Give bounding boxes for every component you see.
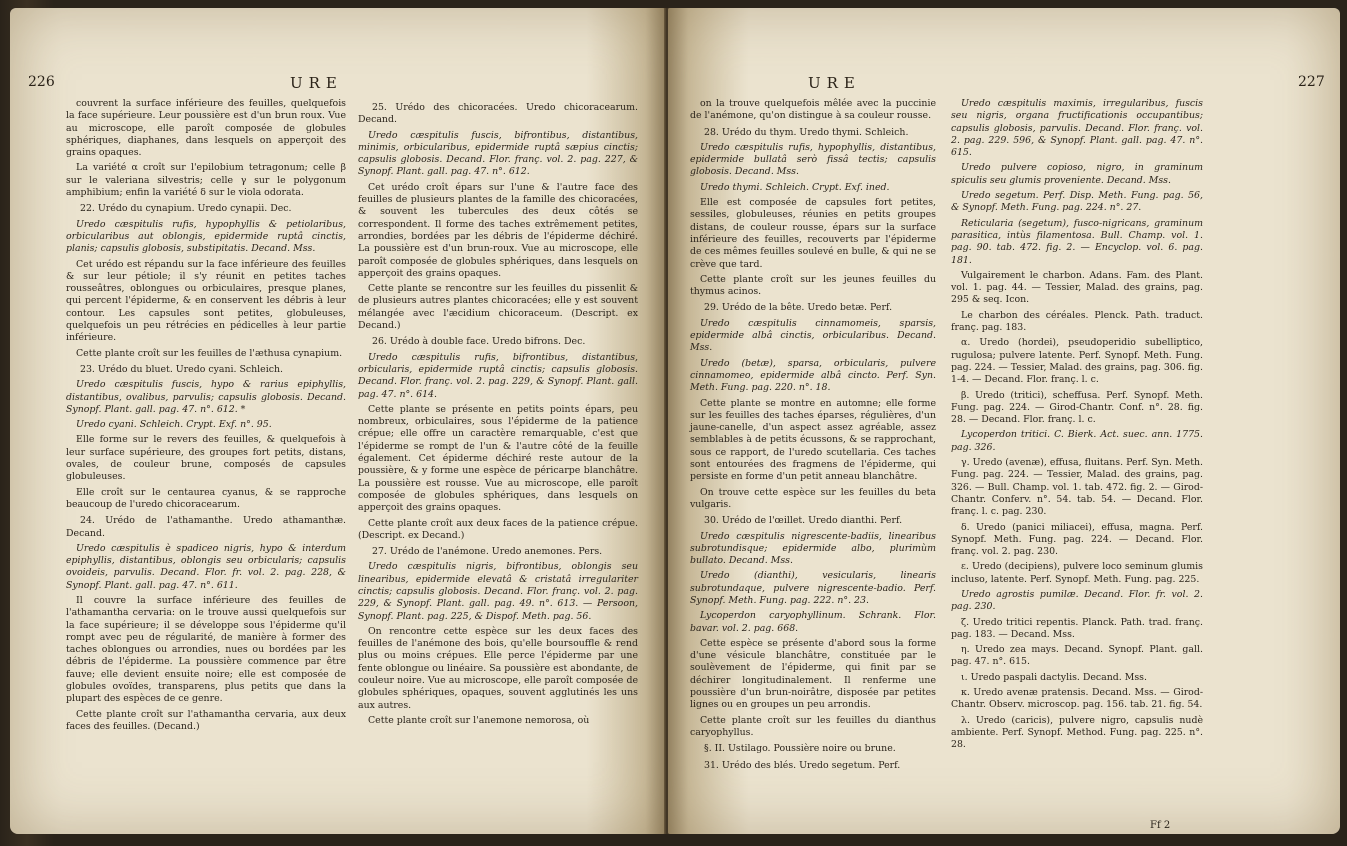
paragraph: Uredo cæspitulis rufis, bifrontibus, distantibus, orbicularis, epidermide ruptâ cinctis; capsulis globosis. Decand. Flor. franç. vol. 2. pag. 229, & Synopf. Plant. gall. pag. 47. n°. 614. xyxy=(358,351,638,400)
paragraph: λ. Uredo (caricis), pulvere nigro, capsulis nudè ambiente. Perf. Synopf. Method. Fung. pag. 225. n°. 28. xyxy=(951,714,1203,751)
paragraph: Elle croît sur le centaurea cyanus, & se rapproche beaucoup de l'uredo chicoracearum. xyxy=(66,486,346,510)
paragraph: Uredo (betæ), sparsa, orbicularis, pulvere cinnamomeo, epidermide albâ cincto. Perf. Syn. Meth. Fung. pag. 220. n°. 18. xyxy=(690,357,936,394)
paragraph: Uredo cæspitulis fuscis, hypo & rarius epiphyllis, distantibus, ovalibus, parvulis; capsulis globosis. Decand. Synopf. Plant. gall. pag. 47. n°. 612. * xyxy=(66,379,346,415)
paragraph: γ. Uredo (avenæ), effusa, fluitans. Perf. Syn. Meth. Fung. pag. 224. — Tessier, Malad. des grains, pag. 326. — Bull. Champ. vol. 1. tab. 472. fig. 2. — Girod-Chantr. Conferv. n°. 54. tab. 54. — Decand. Flor. franç. l. c. pag. 230. xyxy=(951,457,1203,518)
paragraph: Uredo cæspitulis nigris, bifrontibus, oblongis seu linearibus, epidermide elevatâ & cristatâ irregulariter cinctis; capsulis globosis. Decand. Flor. franç. vol. 2. pag. 229, & Synopf. Plant. gall. pag. 49. n°. 613. — Persoon, Synopf. Plant. pag. 225, & Dispof. Meth. pag. 56. xyxy=(358,561,638,622)
paragraph: 27. Urédo de l'anémone. Uredo anemones. Pers. xyxy=(372,546,603,558)
paragraph: Uredo (dianthi), vesicularis, linearis subrotundaque, pulvere nigrescente-badio. Perf. Synopf. Meth. Fung. pag. 222. n°. 23. xyxy=(690,570,936,606)
paragraph: 26. Urédo à double face. Uredo bifrons. Dec. xyxy=(372,336,586,348)
paragraph: Elle forme sur le revers des feuilles, & quelquefois à leur surface supérieure, des groupes fort petits, distans, ovales, de couleur brune, composés de capsules globuleuses. xyxy=(66,434,346,483)
right-page xyxy=(668,8,1340,834)
paragraph: 28. Urédo du thym. Uredo thymi. Schleich. xyxy=(704,126,909,138)
paragraph: Uredo thymi. Schleich. Crypt. Exf. ined. xyxy=(700,181,890,193)
paragraph: Uredo cæspitulis è spadiceo nigris, hypo & interdum epiphyllis, distantibus, oblongis seu orbicularis; capsulis ovoideis, parvulis. Decand. Flor. fr. vol. 2. pag. 228, & Synopf. Plant. gall. pag. 47. n°. 611. xyxy=(66,542,346,591)
paragraph: Cette plante croît sur les jeunes feuilles du thymus acinos. xyxy=(690,273,936,298)
paragraph: §. II. Ustilago. Poussière noire ou brune. xyxy=(704,743,896,755)
running-head: URE xyxy=(808,74,861,92)
paragraph: η. Uredo zea mays. Decand. Synopf. Plant. gall. pag. 47. n°. 615. xyxy=(951,644,1203,668)
paragraph: 31. Urédo des blés. Uredo segetum. Perf. xyxy=(704,759,901,771)
paragraph: Cette plante croît sur les feuilles de l'æthusa cynapium. xyxy=(76,347,343,359)
paragraph: α. Uredo (hordei), pseudoperidio subelliptico, rugulosa; pulvere latente. Perf. Synopf. Meth. Fung. pag. 224. — Tessier, Malad. des grains, pag. 306. fig. 1-4. — Decand. Flor. franç. l. c. xyxy=(951,337,1204,386)
paragraph: Cette plante croît sur l'anemone nemorosa, où xyxy=(368,714,590,726)
paragraph: Elle est composée de capsules fort petites, sessiles, globuleuses, réunies en petits groupes distans, de couleur rousse, épars sur la surface inférieure des feuilles, recouverts par l'épiderme de ces mêmes feuilles soulevé en bulle, & qui ne se crève que tard. xyxy=(690,197,936,270)
paragraph: β. Uredo (tritici), scheffusa. Perf. Synopf. Meth. Fung. pag. 224. — Girod-Chantr. Conf. n°. 28. fig. 28. — Decand. Flor. franç. l. c. xyxy=(951,389,1203,426)
paragraph: 29. Urédo de la bête. Uredo betæ. Perf. xyxy=(704,302,893,314)
paragraph: 30. Urédo de l'œillet. Uredo dianthi. Perf. xyxy=(704,515,903,527)
right-column-2 xyxy=(951,98,1203,755)
paragraph: Uredo cæspitulis rufis, hypophyllis, distantibus, epidermide bullatâ serò fissâ tectis; capsulis globosis. Decand. Mss. xyxy=(690,141,936,178)
running-head: URE xyxy=(290,74,343,92)
paragraph: Uredo segetum. Perf. Disp. Meth. Fung. pag. 56, & Synopf. Meth. Fung. pag. 224. n°. 27. xyxy=(951,190,1203,214)
paragraph: κ. Uredo avenæ pratensis. Decand. Mss. — Girod-Chantr. Observ. microscop. pag. 156. tab. 21. fig. 54. xyxy=(951,687,1203,711)
signature-mark: Ff 2 xyxy=(1150,820,1171,831)
paragraph: Vulgairement le charbon. Adans. Fam. des Plant. vol. 1. pag. 44. — Tessier, Malad. des grains, pag. 295 & seq. Icon. xyxy=(951,269,1203,306)
left-column-1 xyxy=(66,98,346,736)
paragraph: On rencontre cette espèce sur les deux faces des feuilles de l'anémone des bois, qu'elle boursouffle & rend plus ou moins crépues. Elle perce l'épiderme par une fente oblongue ou linéaire. Sa poussière est abondante, de couleur noire. Vue au microscope, elle paroît composée de globules sphériques, opaques, souvent agglutinés les uns aux autres. xyxy=(358,625,638,711)
paragraph: 24. Urédo de l'athamanthe. Uredo athamanthæ. Decand. xyxy=(66,515,346,539)
paragraph: ε. Uredo (decipiens), pulvere loco seminum glumis incluso, latente. Perf. Synopf. Meth. Fung. pag. 225. xyxy=(951,561,1203,585)
paragraph: δ. Uredo (panici miliacei), effusa, magna. Perf. Synopf. Meth. Fung. pag. 224. — Decand. Flor. franç. vol. 2. pag. 230. xyxy=(951,521,1203,558)
paragraph: Uredo cæspitulis cinnamomeis, sparsis, epidermide albâ cinctis, orbicularibus. Decand. Mss. xyxy=(690,317,936,354)
paragraph: Cette plante se présente en petits points épars, peu nombreux, orbiculaires, sous l'épiderme de la patience crépue; elle offre un caractère remarquable, c'est que l'épiderme se rompt de l'un & l'autre côté de la feuille également. Cet épiderme déchiré reste autour de la poussière, & y forme une espèce de péricarpe blanchâtre. La poussière est rousse. Vue au microscope, elle paroît composée de globules sphériques, dans lesquels on apperçoit des grains opaques. xyxy=(358,403,638,514)
paragraph: 25. Urédo des chicoracées. Uredo chicoracearum. Decand. xyxy=(358,102,638,126)
paragraph: Cette plante croît sur les feuilles du dianthus caryophyllus. xyxy=(690,714,936,738)
right-column-1 xyxy=(690,98,936,775)
paragraph: ζ. Uredo tritici repentis. Planck. Path. trad. franç. pag. 183. — Decand. Mss. xyxy=(951,616,1203,640)
paragraph: Reticularia (segetum), fusco-nigricans, graminum parasitica, intùs filamentosa. Bull. Champ. vol. 1. pag. 90. tab. 472. fig. 2. — Encyclop. vol. 6. pag. 181. xyxy=(951,217,1203,266)
paragraph: Cette plante se montre en automne; elle forme sur les feuilles des taches éparses, régulières, d'un jaune-canelle, d'un aspect assez agréable, assez semblables à de petits écussons, & se rapprochant, sous ce rapport, de l'uredo scutellaria. Ces taches sont entourées des fragmens de l'épiderme, qui persiste en forme d'un petit anneau blanchâtre. xyxy=(690,397,936,483)
paragraph: Uredo pulvere copioso, nigro, in graminum spiculis seu glumis proveniente. Decand. Mss. xyxy=(951,162,1203,186)
paragraph: Il couvre la surface inférieure des feuilles de l'athamantha cervaria: on le trouve aussi quelquefois sur la face supérieure; il se développe sous l'épiderme qu'il rompt avec peu de régularité, de manière à former des taches oblongues ou arrondies, nues ou bordées par les débris de l'épiderme. La poussière commence par être fauve; elle devient ensuite noire; elle est composée de globules ovoïdes, transparens, plus petits que dans la plupart des espèces de ce genre. xyxy=(66,594,346,705)
paragraph: Le charbon des céréales. Plenck. Path. traduct. franç. pag. 183. xyxy=(951,309,1203,334)
paragraph: Lycoperdon caryophyllinum. Schrank. Flor. bavar. vol. 2. pag. 668. xyxy=(690,610,936,634)
paragraph: Uredo cyani. Schleich. Crypt. Exf. n°. 95. xyxy=(76,419,272,431)
paragraph: Cet urédo est répandu sur la face inférieure des feuilles & sur leur pétiole; il s'y réunit en petites taches rousseâtres, oblongues ou orbiculaires, presque planes, qui percent l'épiderme, & en conservent les débris à leur contour. Les capsules sont petites, globuleuses, quelquefois un peu rétrécies en pédicelles à leur partie inférieure. xyxy=(66,258,346,344)
paragraph: 22. Urédo du cynapium. Uredo cynapii. Dec. xyxy=(80,203,292,215)
paragraph: Cette espèce se présente d'abord sous la forme d'une vésicule blanchâtre, constituée par le soulèvement de l'épiderme, qui finit par se déchirer longitudinalement. Il renferme une poussière d'un brun-noirâtre, disposée par petites lignes ou en groupes un peu arrondis. xyxy=(690,637,936,711)
paragraph: On trouve cette espèce sur les feuilles du beta vulgaris. xyxy=(690,486,936,510)
page-number: 227 xyxy=(1298,74,1325,90)
paragraph: Cette plante croît sur l'athamantha cervaria, aux deux faces des feuilles. (Decand.) xyxy=(66,708,346,732)
paragraph: Cet urédo croît épars sur l'une & l'autre face des feuilles de plusieurs plantes de la famille des chicoracées, & souvent les tubercules des deux côtés se correspondent. Il forme des taches extrêmement petites, arrondies, bordées par les débris de l'épiderme déchiré. La poussière est d'un brun-roux. Vue au microscope, elle paroît composée de globules sphériques, dans lesquels on apperçoit des grains opaques. xyxy=(358,181,638,279)
left-page xyxy=(10,8,665,834)
paragraph: Uredo cæspitulis rufis, hypophyllis & petiolaribus, orbicularibus aut oblongis, epidermide ruptâ cinctis, planis; capsulis globosis, substipitatis. Decand. Mss. xyxy=(66,218,346,255)
left-column-2 xyxy=(358,98,638,730)
paragraph: Uredo agrostis pumilæ. Decand. Flor. fr. vol. 2. pag. 230. xyxy=(951,588,1203,613)
paragraph: on la trouve quelquefois mêlée avec la puccinie de l'anémone, qu'on distingue à sa couleur rousse. xyxy=(690,98,936,122)
paragraph: 23. Urédo du bluet. Uredo cyani. Schleich. xyxy=(80,363,283,375)
paragraph: Uredo cæspitulis maximis, irregularibus, fuscis seu nigris, organa fructificationis occupantibus; capsulis globosis, parvulis. Decand. Flor. franç. vol. 2. pag. 229. 596, & Synopf. Plant. gall. pag. 47. n°. 615. xyxy=(951,98,1203,159)
paragraph: Uredo cæspitulis nigrescente-badiis, linearibus subrotundisque; epidermide albo, plurimùm bullato. Decand. Mss. xyxy=(690,530,936,567)
paragraph: ι. Uredo paspali dactylis. Decand. Mss. xyxy=(961,671,1147,683)
paragraph: La variété α croît sur l'epilobium tetragonum; celle β sur le valeriana silvestris; celle γ sur le polygonum amphibium; enfin la variété δ sur le viola odorata. xyxy=(66,162,346,199)
paragraph: Cette plante croît aux deux faces de la patience crépue. (Descript. ex Decand.) xyxy=(358,517,638,541)
paragraph: Cette plante se rencontre sur les feuilles du pissenlit & de plusieurs autres plantes chicoracées; elle y est souvent mélangée avec l'æcidium chicoraceum. (Descript. ex Decand.) xyxy=(358,283,638,332)
paragraph: Lycoperdon tritici. C. Bierk. Act. suec. ann. 1775. pag. 326. xyxy=(951,429,1203,453)
paragraph: couvrent la surface inférieure des feuilles, quelquefois la face supérieure. Leur poussière est d'un brun roux. Vue au microscope, elle paroît composée de globules sphériques, diaphanes, dans lesquels on apperçoit des grains opaques. xyxy=(66,98,346,159)
paragraph: Uredo cæspitulis fuscis, bifrontibus, distantibus, minimis, orbicularibus, epidermide ruptâ sæpius cinctis; capsulis globosis. Decand. Flor. franç. vol. 2. pag. 227, & Synopf. Plant. gall. pag. 47. n°. 612. xyxy=(358,129,638,178)
page-number: 226 xyxy=(28,74,55,90)
